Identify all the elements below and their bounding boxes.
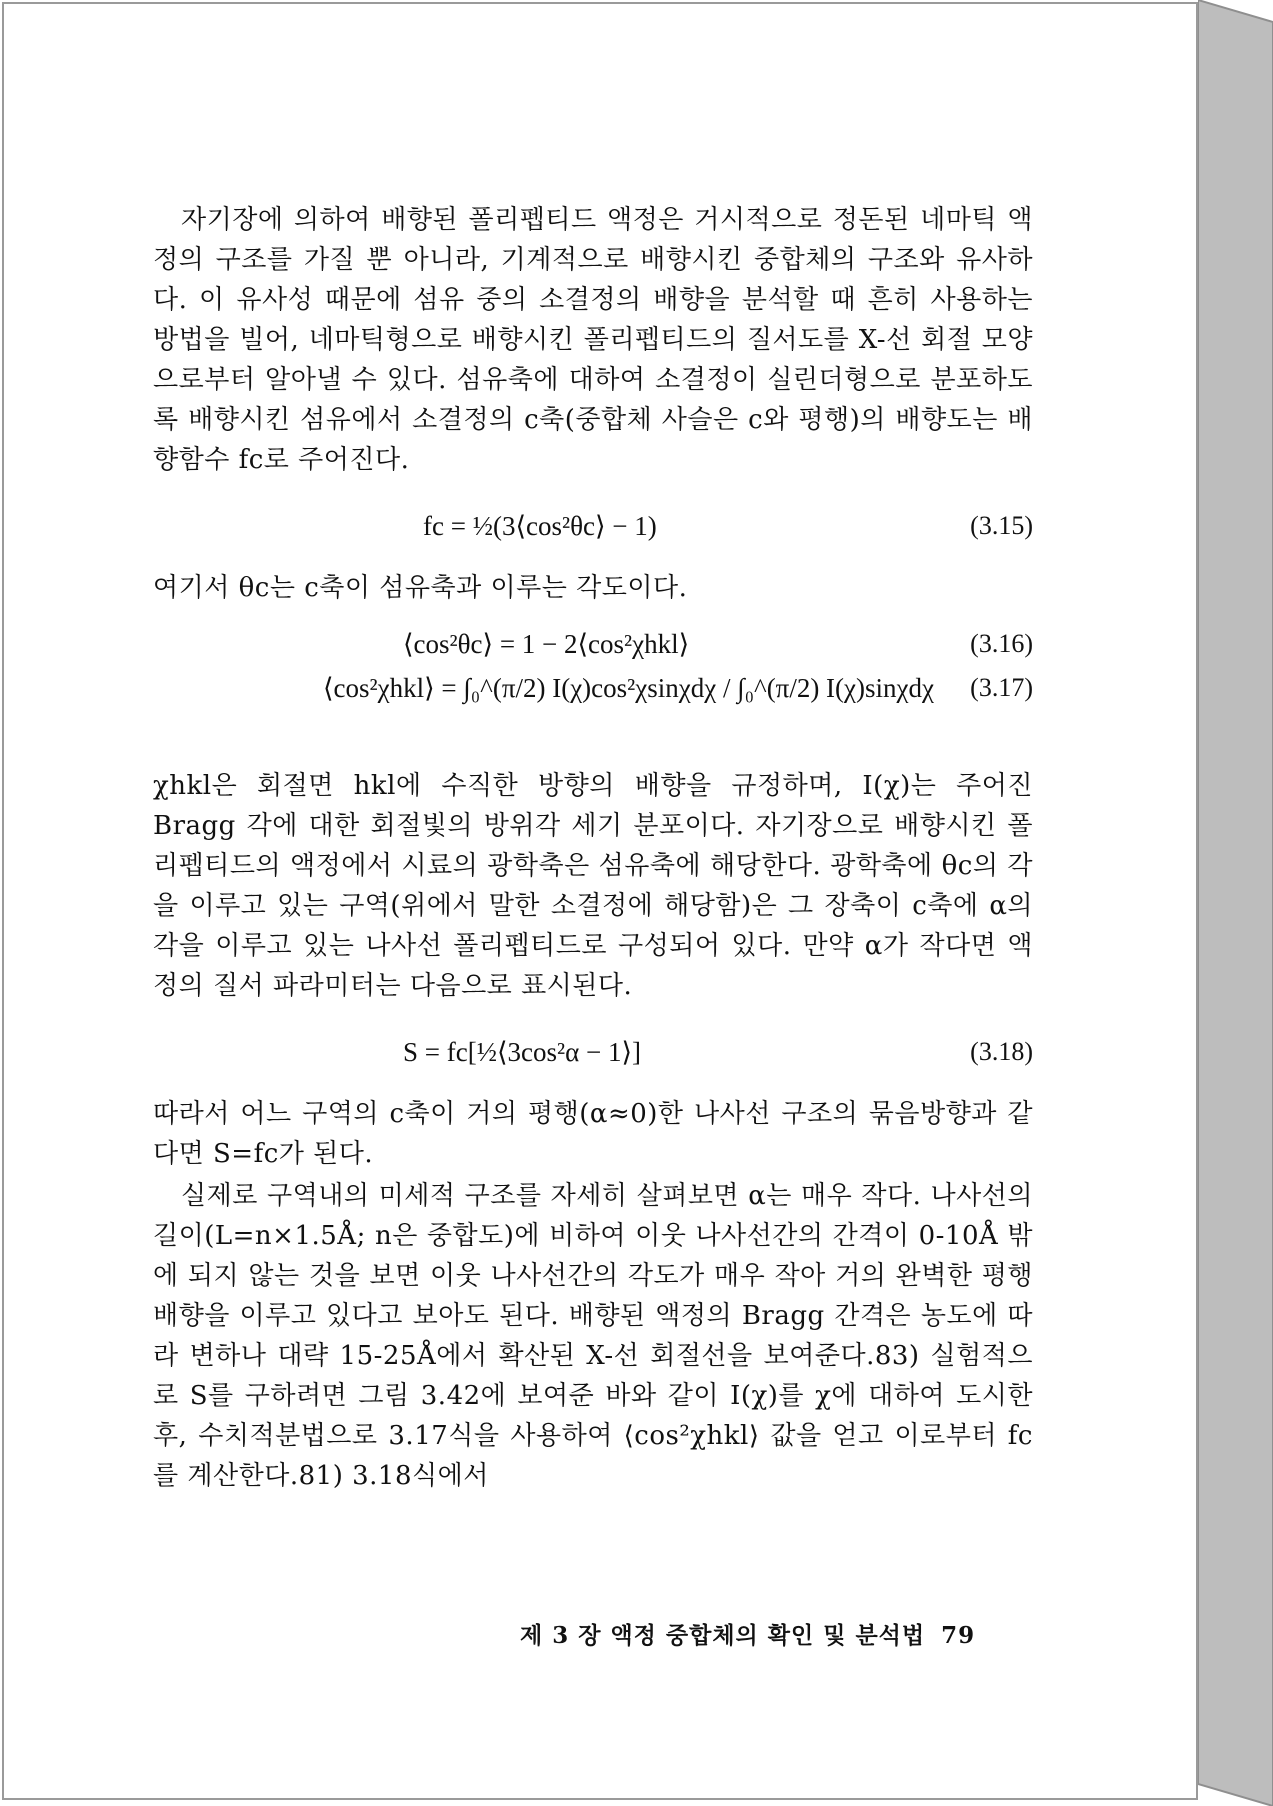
equation-3-16 (153, 616, 1033, 660)
footer-page-number: 79 (941, 1622, 976, 1649)
equation-3-18-number: (3.18) (970, 1037, 1033, 1066)
running-footer (520, 1617, 1040, 1650)
paragraph-microstructure: 실제로 구역내의 미세적 구조를 자세히 살펴보면 α는 매우 작다. 나사선의 길이(L=n×1.5Å; n은 중합도)에 비하여 이웃 나사선간의 간격이 0-10Å 밖에 되지 않는 것을 보면 이웃 나사선간의 각도가 매우 작아 거의 완벽한 평행 배향을 이루고 있다고 보아도 된다. 배향된 액정의 Bragg 간격은 농도에 따라 변하나 대략 15-25Å에서 확산된 X-선 회절선을 보여준다.83) 실험적으로 S를 구하려면 그림 3.42에 보여준 바와 같이 I(χ)를 χ에 대하여 도시한 후, 수치적분법으로 3.17식을 사용하여 ⟨cos²χhkl⟩ 값을 얻고 이로부터 fc를 계산한다.81) 3.18식에서 (153, 1181, 1033, 1491)
equation-3-15-expression: fc = ½(3⟨cos²θc⟩ − 1) (423, 511, 657, 541)
document-body (153, 200, 1033, 1496)
paragraph-chi-definition: χhkl은 회절면 hkl에 수직한 방향의 배향을 규정하며, I(χ)는 주어진 Bragg 각에 대한 회절빛의 방위각 세기 분포이다. 자기장으로 배향시킨 폴리펩티드의 액정에서 시료의 광학축은 섬유축에 해당한다. 광학축에 θc의 각을 이루고 있는 구역(위에서 말한 소결정에 해당함)은 그 장축이 c축에 α의 각을 이루고 있는 나사선 폴리펩티드로 구성되어 있다. 만약 α가 작다면 액정의 질서 파라미터는 다음으로 표시된다. (153, 771, 1033, 1001)
equation-3-17-number: (3.17) (970, 673, 1033, 702)
paragraph-intro: 자기장에 의하여 배향된 폴리펩티드 액정은 거시적으로 정돈된 네마틱 액정의 구조를 가질 뿐 아니라, 기계적으로 배향시킨 중합체의 구조와 유사하다. 이 유사성 때문에 섬유 중의 소결정의 배향을 분석할 때 흔히 사용하는 방법을 빌어, 네마틱형으로 배향시킨 폴리펩티드의 질서도를 X-선 회절 모양으로부터 알아낼 수 있다. 섬유축에 대하여 소결정이 실린더형으로 분포하도록 배향시킨 섬유에서 소결정의 c축(중합체 사슬은 c와 평행)의 배향도는 배향함수 fc로 주어진다. (153, 205, 1033, 475)
equation-3-18 (153, 1024, 1033, 1080)
page-edge-shadow (1198, 0, 1273, 1806)
equation-3-16-number: (3.16) (970, 629, 1033, 658)
paragraph-s-equals-fc: 따라서 어느 구역의 c축이 거의 평행(α≈0)한 나사선 구조의 묶음방향과 같다면 S=fc가 된다. (153, 1099, 1033, 1169)
equation-3-17-expression: ⟨cos²χhkl⟩ = ∫₀^(π/2) I(χ)cos²χsinχdχ / ∫₀^(π/2) I(χ)sinχdχ (323, 673, 934, 703)
equation-3-15 (153, 498, 1033, 554)
paragraph-theta-definition: 여기서 θc는 c축이 섬유축과 이루는 각도이다. (153, 573, 688, 603)
equation-3-15-number: (3.15) (970, 511, 1033, 540)
equation-3-18-expression: S = fc[½⟨3cos²α − 1⟩] (403, 1037, 641, 1067)
equation-3-16-expression: ⟨cos²θc⟩ = 1 − 2⟨cos²χhkl⟩ (403, 629, 690, 659)
equation-3-17 (153, 660, 1033, 752)
footer-chapter-title: 제 3 장 액정 중합체의 확인 및 분석법 (520, 1622, 926, 1649)
